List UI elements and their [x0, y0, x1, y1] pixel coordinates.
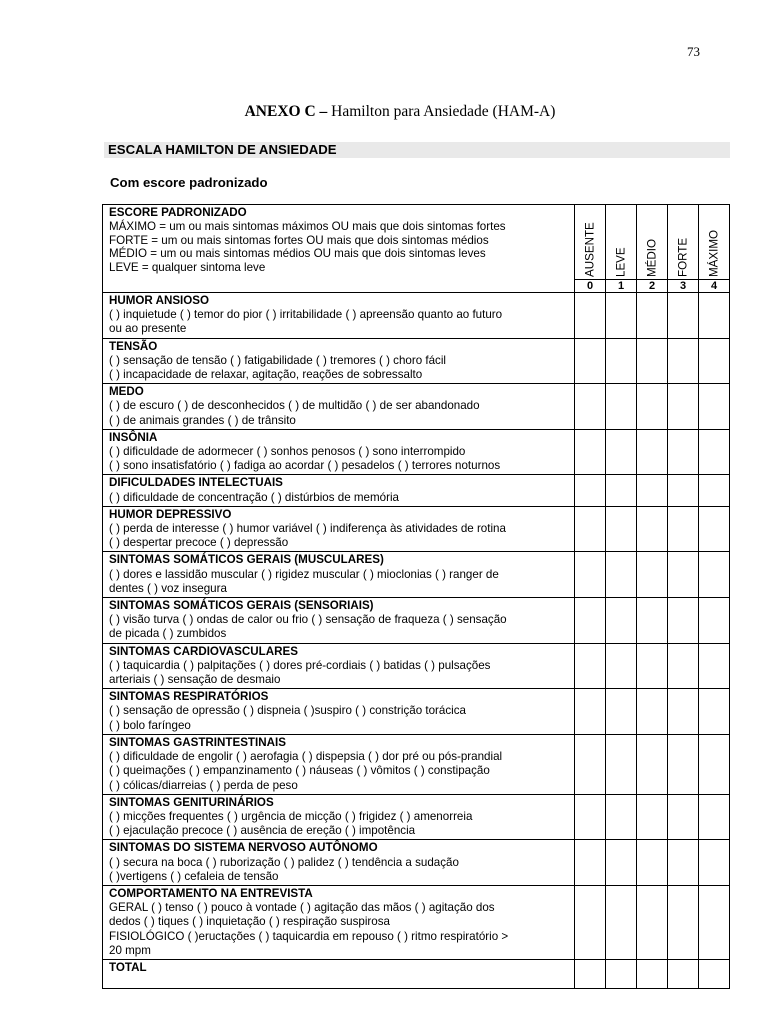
score-legend-line: MÉDIO = um ou mais sintomas médios OU mais que dois sintomas leves: [109, 247, 486, 261]
score-cell-3[interactable]: [668, 506, 699, 552]
symptom-options: ( ) secura na boca ( ) ruborização ( ) palidez ( ) tendência a sudação: [109, 855, 459, 869]
score-cell-0[interactable]: [575, 506, 606, 552]
score-cell-3[interactable]: [668, 689, 699, 735]
column-label: FORTE: [676, 237, 690, 277]
symptom-row: [103, 429, 730, 475]
symptom-description: [103, 885, 575, 959]
score-cell-0[interactable]: [575, 643, 606, 689]
score-cell-3[interactable]: [668, 734, 699, 794]
score-cell-2[interactable]: [637, 506, 668, 552]
score-legend-line: LEVE = qualquer sintoma leve: [109, 261, 266, 275]
symptom-title: SINTOMAS GENITURINÁRIOS: [109, 795, 274, 809]
score-cell-1[interactable]: [606, 338, 637, 384]
symptom-options: ( ) queimações ( ) empanzinamento ( ) náuseas ( ) vômitos ( ) constipação: [109, 764, 490, 778]
symptom-description: [103, 643, 575, 689]
score-cell-3[interactable]: [668, 429, 699, 475]
score-cell-3[interactable]: [668, 338, 699, 384]
symptom-description: [103, 429, 575, 475]
symptom-row: [103, 885, 730, 959]
score-cell-2[interactable]: [637, 598, 668, 644]
symptom-description: [103, 552, 575, 598]
score-cell-0[interactable]: [575, 429, 606, 475]
score-cell-4[interactable]: [699, 794, 730, 840]
column-score: 2: [637, 280, 668, 293]
score-cell-2[interactable]: [637, 475, 668, 506]
symptom-row: [103, 552, 730, 598]
score-cell-2[interactable]: [637, 293, 668, 339]
symptom-row: [103, 794, 730, 840]
column-label: LEVE: [614, 247, 628, 277]
score-cell-4[interactable]: [699, 475, 730, 506]
column-score: 4: [699, 280, 730, 293]
column-score: 3: [668, 280, 699, 293]
symptom-options: ( ) ejaculação precoce ( ) ausência de ereção ( ) impotência: [109, 824, 416, 838]
score-cell-2[interactable]: [637, 689, 668, 735]
symptom-title: HUMOR ANSIOSO: [109, 294, 210, 307]
score-cell-1[interactable]: [606, 293, 637, 339]
score-legend-line: FORTE = um ou mais sintomas fortes OU mais que dois sintomas médios: [109, 233, 489, 247]
symptom-options: ( ) dores e lassidão muscular ( ) rigidez muscular ( ) mioclonias ( ) ranger de: [109, 567, 499, 581]
symptom-title: TENSÃO: [109, 339, 158, 353]
symptom-options: 20 mpm: [109, 943, 151, 957]
symptom-title: COMPORTAMENTO NA ENTREVISTA: [109, 886, 313, 900]
symptom-options: ( ) dificuldade de engolir ( ) aerofagia ( ) dispepsia ( ) dor pré ou pós-prandial: [109, 750, 503, 764]
hamilton-score-table: [102, 204, 730, 989]
score-cell-2[interactable]: [637, 338, 668, 384]
symptom-title: MEDO: [109, 385, 144, 399]
symptom-options: ( ) de escuro ( ) de desconhecidos ( ) de multidão ( ) de ser abandonado: [109, 399, 480, 413]
column-header-medio: [637, 205, 668, 280]
score-cell-4[interactable]: [699, 734, 730, 794]
symptom-row: [103, 840, 730, 886]
page-number: 73: [687, 44, 700, 59]
score-cell-3[interactable]: [668, 840, 699, 886]
symptom-description: [103, 689, 575, 735]
score-cell-2[interactable]: [637, 384, 668, 430]
column-header-forte: [668, 205, 699, 280]
symptom-description: [103, 475, 575, 506]
symptom-row: [103, 384, 730, 430]
total-score-cell-0[interactable]: [575, 959, 606, 988]
score-cell-4[interactable]: [699, 293, 730, 339]
score-cell-4[interactable]: [699, 552, 730, 598]
score-cell-3[interactable]: [668, 794, 699, 840]
annex-title-bold: ANEXO C –: [244, 103, 328, 120]
score-cell-3[interactable]: [668, 293, 699, 339]
subtitle: Com escore padronizado: [110, 175, 268, 190]
symptom-options: ( ) taquicardia ( ) palpitações ( ) dores pré-cordiais ( ) batidas ( ) pulsações: [109, 658, 491, 672]
score-cell-3[interactable]: [668, 384, 699, 430]
symptom-options: FISIOLÓGICO ( )eructações ( ) taquicardia em repouso ( ) ritmo respiratório >: [109, 929, 509, 943]
symptom-options: ( ) inquietude ( ) temor do pior ( ) irritabilidade ( ) apreensão quanto ao futuro: [109, 308, 503, 322]
score-cell-1[interactable]: [606, 475, 637, 506]
score-cell-1[interactable]: [606, 840, 637, 886]
total-row: [103, 959, 730, 988]
score-cell-0[interactable]: [575, 293, 606, 339]
symptom-description: [103, 293, 575, 339]
symptom-title: SINTOMAS SOMÁTICOS GERAIS (SENSORIAIS): [109, 599, 374, 613]
score-cell-4[interactable]: [699, 338, 730, 384]
score-cell-3[interactable]: [668, 552, 699, 598]
score-cell-2[interactable]: [637, 734, 668, 794]
symptom-title: SINTOMAS SOMÁTICOS GERAIS (MUSCULARES): [109, 553, 384, 567]
score-cell-0[interactable]: [575, 475, 606, 506]
symptom-row: [103, 643, 730, 689]
score-cell-1[interactable]: [606, 598, 637, 644]
score-cell-0[interactable]: [575, 734, 606, 794]
score-cell-2[interactable]: [637, 840, 668, 886]
column-label: MÉDIO: [645, 238, 659, 277]
symptom-row: [103, 506, 730, 552]
symptom-title: DIFICULDADES INTELECTUAIS: [109, 476, 283, 490]
symptom-description: [103, 598, 575, 644]
score-cell-0[interactable]: [575, 384, 606, 430]
score-cell-1[interactable]: [606, 885, 637, 959]
score-legend-line: MÁXIMO = um ou mais sintomas máximos OU mais que dois sintomas fortes: [109, 219, 506, 233]
score-cell-2[interactable]: [637, 885, 668, 959]
total-label: TOTAL: [109, 960, 147, 974]
score-cell-0[interactable]: [575, 598, 606, 644]
symptom-options: ( ) sono insatisfatório ( ) fadiga ao acordar ( ) pesadelos ( ) terrores noturnos: [109, 459, 501, 473]
symptom-row: [103, 689, 730, 735]
total-score-cell-1[interactable]: [606, 959, 637, 988]
symptom-description: [103, 506, 575, 552]
symptom-row: [103, 293, 730, 339]
score-cell-0[interactable]: [575, 885, 606, 959]
symptom-title: SINTOMAS CARDIOVASCULARES: [109, 644, 298, 658]
symptom-options: ( ) visão turva ( ) ondas de calor ou frio ( ) sensação de fraqueza ( ) sensação: [109, 613, 507, 627]
symptom-row: [103, 598, 730, 644]
scale-title: ESCALA HAMILTON DE ANSIEDADE: [104, 142, 730, 158]
score-cell-4[interactable]: [699, 506, 730, 552]
symptom-options: ( ) dificuldade de adormecer ( ) sonhos penosos ( ) sono interrompido: [109, 445, 466, 459]
column-score: 0: [575, 280, 606, 293]
symptom-options: ( ) incapacidade de relaxar, agitação, reações de sobressalto: [109, 368, 423, 382]
score-cell-4[interactable]: [699, 643, 730, 689]
score-cell-0[interactable]: [575, 840, 606, 886]
score-cell-0[interactable]: [575, 689, 606, 735]
score-cell-1[interactable]: [606, 794, 637, 840]
score-cell-1[interactable]: [606, 734, 637, 794]
symptom-row: [103, 734, 730, 794]
score-cell-0[interactable]: [575, 794, 606, 840]
score-cell-0[interactable]: [575, 338, 606, 384]
column-score: 1: [606, 280, 637, 293]
score-cell-2[interactable]: [637, 794, 668, 840]
symptom-options: ( ) despertar precoce ( ) depressão: [109, 536, 289, 550]
score-cell-1[interactable]: [606, 689, 637, 735]
symptom-description: [103, 338, 575, 384]
column-header-ausente: [575, 205, 606, 280]
symptom-options: ( ) sensação de opressão ( ) dispneia ( )suspiro ( ) constrição torácica: [109, 704, 466, 718]
score-cell-4[interactable]: [699, 840, 730, 886]
symptom-options: ou ao presente: [109, 322, 187, 336]
symptom-options: ( ) perda de interesse ( ) humor variável ( ) indiferença às atividades de rotina: [109, 522, 506, 536]
score-cell-1[interactable]: [606, 552, 637, 598]
score-legend-title: ESCORE PADRONIZADO: [109, 206, 247, 219]
score-cell-1[interactable]: [606, 384, 637, 430]
score-cell-1[interactable]: [606, 643, 637, 689]
score-cell-4[interactable]: [699, 429, 730, 475]
symptom-options: ( ) dificuldade de concentração ( ) distúrbios de memória: [109, 490, 399, 504]
symptom-options: GERAL ( ) tenso ( ) pouco à vontade ( ) agitação das mãos ( ) agitação dos: [109, 901, 495, 915]
score-cell-1[interactable]: [606, 429, 637, 475]
symptom-title: HUMOR DEPRESSIVO: [109, 507, 232, 521]
symptom-options: ( ) cólicas/diarreias ( ) perda de peso: [109, 778, 298, 792]
symptom-options: ( ) de animais grandes ( ) de trânsito: [109, 413, 296, 427]
symptom-options: dedos ( ) tiques ( ) inquietação ( ) respiração suspirosa: [109, 915, 390, 929]
score-cell-4[interactable]: [699, 384, 730, 430]
symptom-description: [103, 794, 575, 840]
column-label: MÁXIMO: [707, 229, 721, 277]
symptom-options: ( ) sensação de tensão ( ) fatigabilidade ( ) tremores ( ) choro fácil: [109, 353, 447, 367]
score-cell-4[interactable]: [699, 598, 730, 644]
symptom-options: ( ) micções frequentes ( ) urgência de micção ( ) frigidez ( ) amenorreia: [109, 809, 473, 823]
symptom-options: ( ) bolo faríngeo: [109, 718, 191, 732]
score-cell-2[interactable]: [637, 429, 668, 475]
symptom-row: [103, 338, 730, 384]
score-cell-2[interactable]: [637, 643, 668, 689]
score-cell-3[interactable]: [668, 885, 699, 959]
score-cell-3[interactable]: [668, 475, 699, 506]
score-cell-4[interactable]: [699, 885, 730, 959]
annex-title: [100, 103, 700, 121]
symptom-title: SINTOMAS GASTRINTESTINAIS: [109, 735, 286, 749]
score-cell-0[interactable]: [575, 552, 606, 598]
total-score-cell-3[interactable]: [668, 959, 699, 988]
total-score-cell-4[interactable]: [699, 959, 730, 988]
score-legend-cell: [103, 205, 575, 293]
symptom-options: arteriais ( ) sensação de desmaio: [109, 673, 281, 687]
symptom-description: [103, 384, 575, 430]
score-cell-3[interactable]: [668, 643, 699, 689]
score-cell-3[interactable]: [668, 598, 699, 644]
symptom-title: SINTOMAS DO SISTEMA NERVOSO AUTÔNOMO: [109, 841, 378, 855]
score-cell-2[interactable]: [637, 552, 668, 598]
symptom-options: dentes ( ) voz insegura: [109, 581, 227, 595]
score-cell-1[interactable]: [606, 506, 637, 552]
total-score-cell-2[interactable]: [637, 959, 668, 988]
header-row: [103, 205, 730, 280]
symptom-title: SINTOMAS RESPIRATÓRIOS: [109, 690, 269, 704]
column-header-leve: [606, 205, 637, 280]
symptom-options: ( )vertigens ( ) cefaleia de tensão: [109, 869, 279, 883]
total-label-cell: [103, 959, 575, 988]
symptom-row: [103, 475, 730, 506]
column-header-maximo: [699, 205, 730, 280]
annex-title-rest: Hamilton para Ansiedade (HAM-A): [327, 103, 556, 120]
symptom-title: INSÔNIA: [109, 430, 158, 444]
symptom-description: [103, 840, 575, 886]
score-cell-4[interactable]: [699, 689, 730, 735]
symptom-description: [103, 734, 575, 794]
symptom-options: de picada ( ) zumbidos: [109, 627, 227, 641]
column-label: AUSENTE: [583, 222, 597, 277]
